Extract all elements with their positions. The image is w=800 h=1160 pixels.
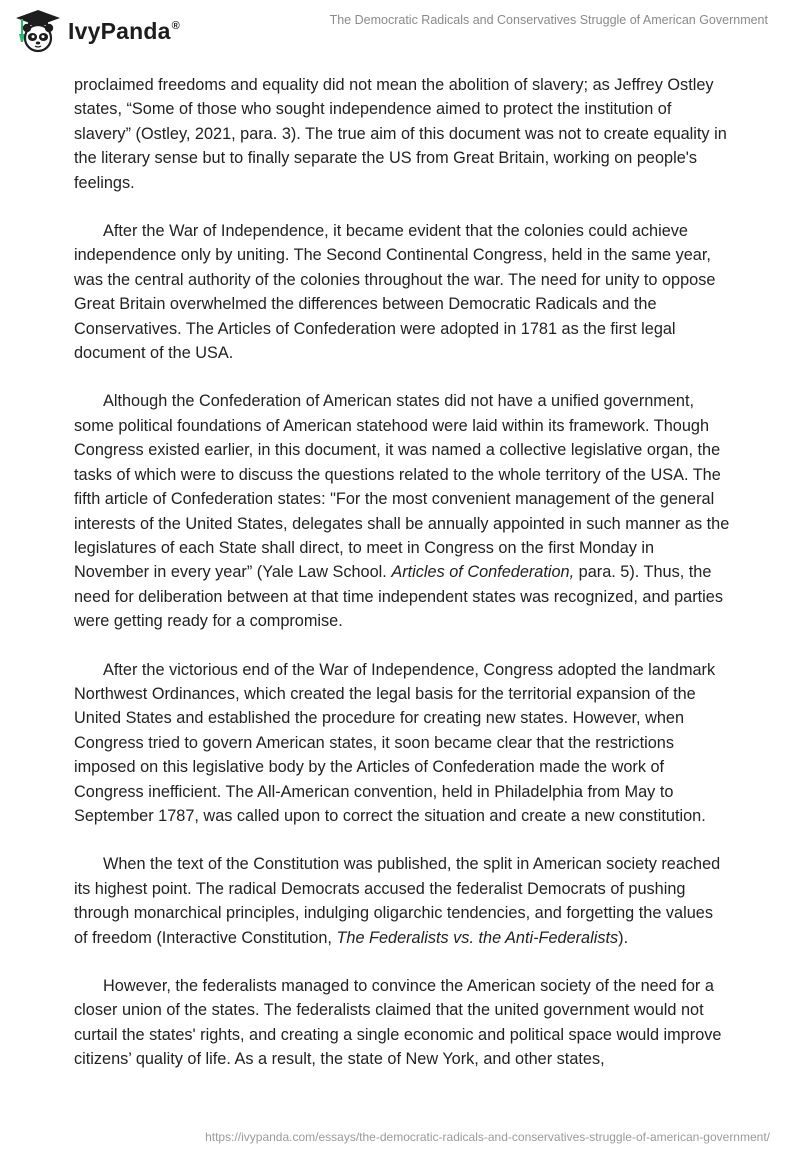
paragraph-text: proclaimed freedoms and equality did not mean the abolition of slavery; as Jeffrey Ostley states, “Some of those who sought independence aimed to protect the institution of slavery” (Ostley, 2021, para. 3). The true aim of this document was not to create equality in the literary sense but to finally separate the US from Great Britain, working on people's feelings. [74, 76, 727, 192]
paragraph-text: Although the Confederation of American states did not have a unified government, some political foundations of American statehood were laid within its framework. Though Congress existed earlier, in this document, it was named a collective legislative organ, the tasks of which were to discuss the questions related to the whole territory of the USA. The fifth article of Confederation states: "For the most convenient management of the general interests of the United States, delegates shall be annually appointed in such manner as the legislatures of each State shall direct, to meet in Congress on the first Monday in November in every year” (Yale Law School. [74, 392, 730, 582]
essay-body [74, 73, 730, 1096]
paragraph-text: para. 5). Thus, the need for deliberation between at that time independent states was recognized, and parties were getting ready for a compromise. [74, 563, 723, 631]
paragraph-text: When the text of the Constitution was published, the split in American society reached its highest point. The radical Democrats accused the federalist Democrats of pushing through monarchical principles, indulging oligarchic tendencies, and forgetting the values of freedom (Interactive Constitution, [74, 855, 721, 947]
body-paragraph [74, 658, 730, 829]
paragraph-text: However, the federalists managed to convince the American society of the need for a closer union of the states. The federalists claimed that the united government would not curtail the states' rights, and creating a single economic and political space would improve citizens’ quality of life. As a result, the state of New York, and other states, [74, 977, 722, 1069]
body-paragraph [74, 73, 730, 195]
panda-graduate-icon [14, 8, 62, 54]
citation-title: Articles of Confederation, [391, 563, 575, 582]
source-url[interactable]: https://ivypanda.com/essays/the-democratic-radicals-and-conservatives-struggle-of-american-government/ [205, 1130, 770, 1144]
paragraph-text: After the War of Independence, it became evident that the colonies could achieve independence only by uniting. The Second Continental Congress, held in the same year, was the central authority of the colonies throughout the war. The need for unity to oppose Great Britain overwhelmed the differences between Democratic Radicals and the Conservatives. The Articles of Confederation were adopted in 1781 as the first legal document of the USA. [74, 222, 716, 363]
paragraph-text: ). [618, 928, 629, 947]
citation-title: The Federalists vs. the Anti-Federalists [336, 928, 619, 947]
page-header [0, 0, 800, 64]
body-paragraph [74, 974, 730, 1072]
logo-text: IvyPanda® [68, 17, 180, 44]
body-paragraph [74, 219, 730, 365]
body-paragraph [74, 852, 730, 950]
body-paragraph [74, 389, 730, 633]
paragraph-text: After the victorious end of the War of Independence, Congress adopted the landmark Northwest Ordinances, which created the legal basis for the territorial expansion of the United States and established the procedure for creating new states. However, when Congress tried to govern American states, it soon became clear that the restrictions imposed on this legislative body by the Articles of Confederation made the work of Congress inefficient. The All-American convention, held in Philadelphia from May to September 1787, was called upon to correct the situation and create a new constitution. [74, 660, 716, 825]
document-title: The Democratic Radicals and Conservatives Struggle of American Government [329, 13, 768, 27]
ivypanda-logo[interactable] [14, 6, 180, 56]
